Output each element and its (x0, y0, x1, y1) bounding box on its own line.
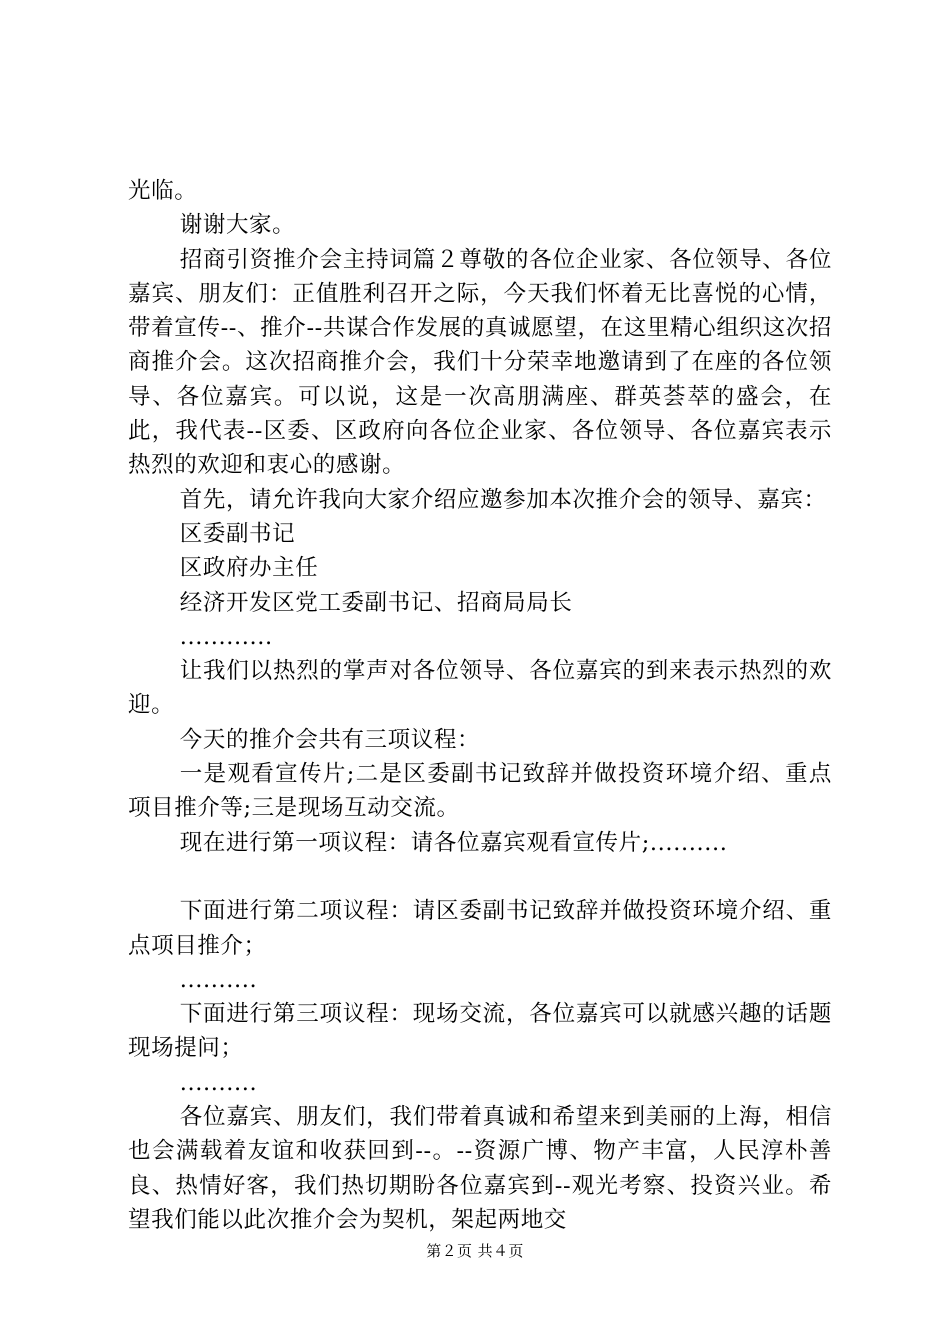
ellipsis-line-2: .......... (179, 966, 258, 993)
paragraph-agenda-intro: 今天的推介会共有三项议程： (179, 726, 481, 753)
guest-item-2: 区政府办主任 (179, 555, 319, 582)
page-footer: 第２页 共４页 (426, 1242, 524, 1260)
paragraph-opening-speech: 招商引资推介会主持词篇２尊敬的各位企业家、各位领导、各位嘉宾、朋友们：正值胜利召开之际，今天我们怀着无比喜悦的心情，带着宣传--、推介--共谋合作发展的真诚愿望，在这里精心组织这次招商推介会。这次招商推介会，我们十分荣幸地邀请到了在座的各位领导、各位嘉宾。可以说，这是一次高朋满座、群英荟萃的盛会，在此，我代表--区委、区政府向各位企业家、各位领导、各位嘉宾表示热烈的欢迎和衷心的感谢。 (128, 246, 832, 479)
paragraph-applause: 让我们以热烈的掌声对各位领导、各位嘉宾的到来表示热烈的欢迎。 (128, 658, 832, 719)
paragraph-agenda-two: 下面进行第二项议程：请区委副书记致辞并做投资环境介绍、重点项目推介； (128, 898, 832, 959)
paragraph-agenda-one: 现在进行第一项议程：请各位嘉宾观看宣传片;.......... (179, 829, 728, 856)
paragraph-agenda-items: 一是观看宣传片;二是区委副书记致辞并做投资环境介绍、重点项目推介等;三是现场互动交流。 (128, 761, 832, 822)
ellipsis-line-1: ............ (179, 623, 273, 650)
paragraph-thanks: 谢谢大家。 (179, 212, 296, 239)
paragraph-closing-remarks: 各位嘉宾、朋友们，我们带着真诚和希望来到美丽的上海，相信也会满载着友谊和收获回到--。--资源广博、物产丰富，人民淳朴善良、热情好客，我们热切期盼各位嘉宾到--观光考察、投资兴业。希望我们能以此次推介会为契机，架起两地交 (128, 1104, 832, 1233)
paragraph-closing-line: 光临。 (128, 178, 198, 204)
guest-item-1: 区委副书记 (179, 520, 296, 547)
ellipsis-line-3: .......... (179, 1069, 258, 1096)
blank-line (128, 860, 832, 894)
guest-item-3: 经济开发区党工委副书记、招商局局长 (179, 589, 573, 616)
document-body (128, 174, 832, 1237)
paragraph-agenda-three: 下面进行第三项议程：现场交流，各位嘉宾可以就感兴趣的话题现场提问； (128, 1001, 832, 1062)
paragraph-introduce-guests: 首先，请允许我向大家介绍应邀参加本次推介会的领导、嘉宾： (179, 486, 827, 513)
